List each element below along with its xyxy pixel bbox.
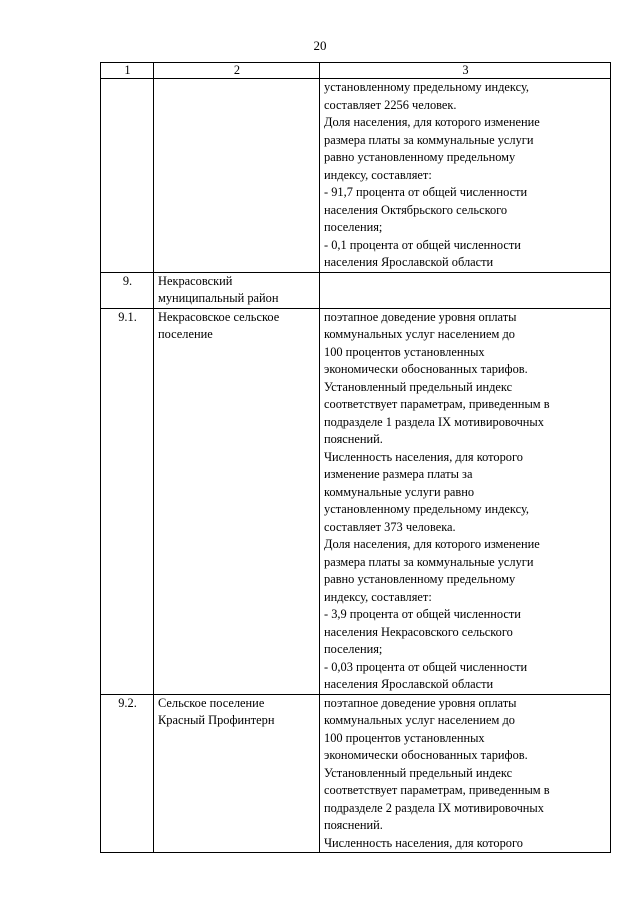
table-header-row <box>101 63 611 79</box>
description-line: размера платы за коммунальные услуги <box>324 132 534 147</box>
row-municipality-name <box>154 79 320 273</box>
description-line: подразделе 1 раздела IX мотивировочных <box>324 414 544 429</box>
description-line: - 0,1 процента от общей численности <box>324 237 521 252</box>
description-line: установленному предельному индексу, <box>324 502 530 516</box>
description-line: изменение размера платы за <box>324 467 473 481</box>
page-number: 20 <box>313 38 327 53</box>
name-line: Некрасовское сельское <box>158 309 280 324</box>
description-line: поэтапное доведение уровня оплаты <box>324 309 517 324</box>
description-line: коммунальных услуг населением до <box>324 713 515 727</box>
name-line: поселение <box>158 327 213 341</box>
description-line: Доля населения, для которого изменение <box>324 115 540 129</box>
description-line: индексу, составляет: <box>324 589 432 604</box>
description-line: населения Ярославской области <box>324 255 494 269</box>
description-line: - 91,7 процента от общей численности <box>324 185 528 199</box>
description-line: - 0,03 процента от общей численности <box>324 659 528 674</box>
description-line: экономически обоснованных тарифов. <box>324 362 528 376</box>
description-line: установленному предельному индексу, <box>324 80 530 94</box>
description-line: поэтапное доведение уровня оплаты <box>324 695 517 710</box>
row-number: 9.2. <box>101 694 154 853</box>
description-line: подразделе 2 раздела IX мотивировочных <box>324 800 544 815</box>
header-col-2: 2 <box>154 63 320 79</box>
description-line: соответствует параметрам, приведенным в <box>324 783 550 797</box>
description-line: Доля населения, для которого изменение <box>324 537 540 551</box>
row-number: 9.1. <box>101 308 154 694</box>
description-line: соответствует параметрам, приведенным в <box>324 397 550 411</box>
description-line: пояснений. <box>324 432 383 446</box>
description-line: Установленный предельный индекс <box>324 765 513 780</box>
description-line: населения Некрасовского сельского <box>324 624 513 639</box>
description-line: населения Октябрьского сельского <box>324 202 508 217</box>
description-line: равно установленному предельному <box>324 150 516 164</box>
description-line: размера платы за коммунальные услуги <box>324 554 534 569</box>
table-row <box>101 308 611 694</box>
row-description <box>320 308 611 694</box>
row-description <box>320 272 611 308</box>
description-line: экономически обоснованных тарифов. <box>324 748 528 762</box>
description-line: составляет 2256 человек. <box>324 97 457 112</box>
tariff-table <box>100 62 611 853</box>
description-line: 100 процентов установленных <box>324 344 485 359</box>
description-line: поселения; <box>324 642 383 656</box>
description-line: пояснений. <box>324 818 383 832</box>
name-line: Сельское поселение <box>158 695 265 710</box>
description-line: составляет 373 человека. <box>324 519 456 534</box>
row-description <box>320 79 611 273</box>
table-body <box>101 63 611 853</box>
table-row <box>101 694 611 853</box>
header-col-3: 3 <box>320 63 611 79</box>
name-line: Некрасовский <box>158 273 233 288</box>
description-line: коммунальные услуги равно <box>324 484 475 499</box>
description-line: поселения; <box>324 220 383 234</box>
row-municipality-name <box>154 694 320 853</box>
row-number: 9. <box>101 272 154 308</box>
name-line: Красный Профинтерн <box>158 713 275 727</box>
description-line: индексу, составляет: <box>324 167 432 182</box>
description-line: Установленный предельный индекс <box>324 379 513 394</box>
description-line: 100 процентов установленных <box>324 730 485 745</box>
description-line: Численность населения, для которого <box>324 449 523 464</box>
row-municipality-name <box>154 308 320 694</box>
description-line: населения Ярославской области <box>324 677 494 691</box>
description-line: коммунальных услуг населением до <box>324 327 515 341</box>
row-municipality-name <box>154 272 320 308</box>
description-line: - 3,9 процента от общей численности <box>324 607 521 621</box>
row-description <box>320 694 611 853</box>
name-line: муниципальный район <box>158 291 279 305</box>
row-number <box>101 79 154 273</box>
header-col-1: 1 <box>101 63 154 79</box>
description-line: равно установленному предельному <box>324 572 516 586</box>
description-line: Численность населения, для которого <box>324 835 523 850</box>
table-row <box>101 79 611 273</box>
table-row <box>101 272 611 308</box>
